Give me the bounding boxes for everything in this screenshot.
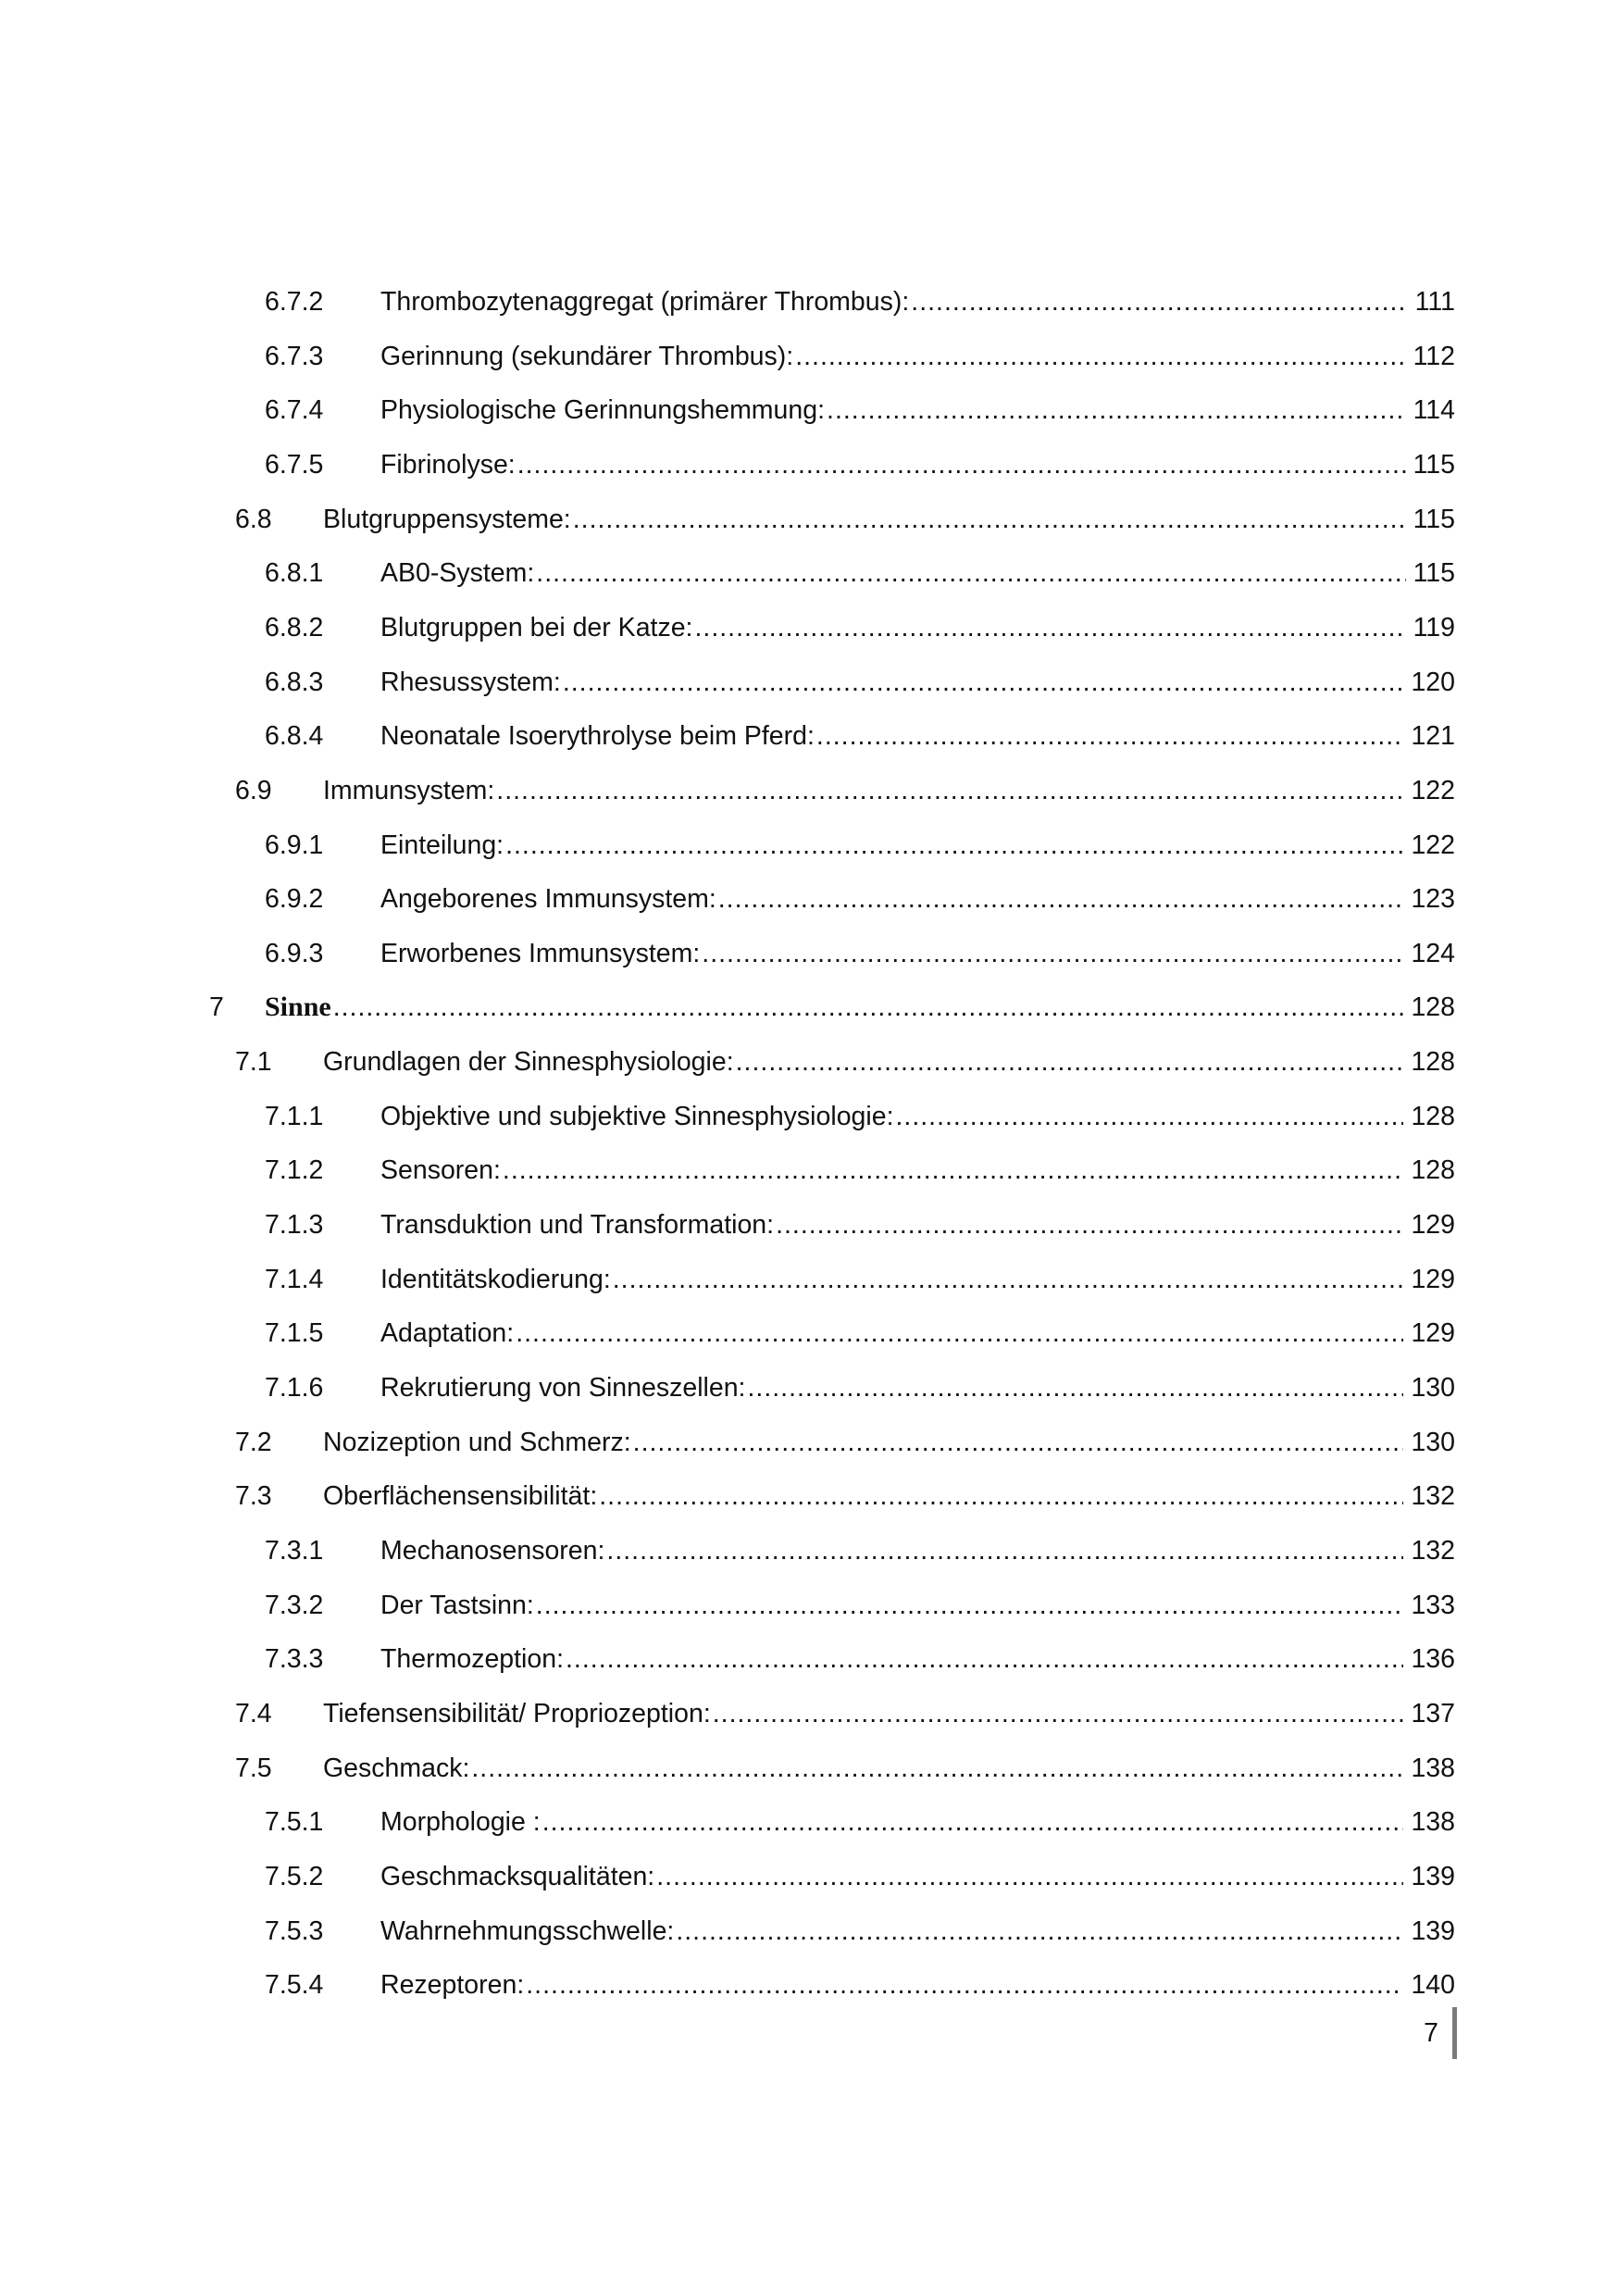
toc-entry-line <box>380 336 1455 377</box>
toc-entry-page: 112 <box>1413 341 1455 371</box>
toc-dot-leader <box>795 336 1405 377</box>
toc-entry-line <box>380 1585 1455 1626</box>
toc-entry-title[interactable]: Identitätskodierung: <box>380 1264 611 1294</box>
toc-entry-page: 132 <box>1411 1481 1455 1512</box>
toc-dot-leader <box>505 825 1403 866</box>
toc-entry-title[interactable]: Erworbenes Immunsystem: <box>380 938 701 968</box>
toc-dot-leader <box>776 1204 1403 1245</box>
toc-dot-leader <box>633 1422 1404 1463</box>
toc-entry-title[interactable]: Transduktion und Transformation: <box>380 1210 775 1240</box>
toc-dot-leader <box>816 716 1404 756</box>
toc-entry-title[interactable]: Fibrinolyse: <box>380 449 516 480</box>
toc-entry-title[interactable]: Thrombozytenaggregat (primärer Thrombus): <box>380 287 910 317</box>
toc-dot-leader <box>496 770 1403 811</box>
toc-entry-page: 133 <box>1411 1590 1455 1620</box>
toc-entry-line <box>380 1150 1455 1191</box>
toc-entry[interactable] <box>0 1096 1618 1137</box>
toc-entry-title[interactable]: Nozizeption und Schmerz: <box>323 1427 631 1457</box>
toc-entry[interactable] <box>0 1802 1618 1842</box>
toc-entry-number: 6.9 <box>235 775 272 805</box>
toc-dot-leader <box>718 879 1404 919</box>
toc-entry-line <box>380 1367 1455 1408</box>
toc-dot-leader <box>471 1748 1403 1789</box>
toc-entry-number: 6.8.2 <box>265 612 324 643</box>
toc-entry-title[interactable]: Objektive und subjektive Sinnesphysiologie: <box>380 1101 894 1131</box>
toc-entry-line <box>323 1042 1455 1082</box>
toc-entry-line <box>380 281 1455 322</box>
toc-entry[interactable] <box>0 1585 1618 1626</box>
toc-entry-page: 137 <box>1411 1698 1455 1728</box>
toc-entry-title[interactable]: Blutgruppen bei der Katze: <box>380 612 693 643</box>
toc-entry-number: 6.8.4 <box>265 721 324 752</box>
toc-entry[interactable] <box>0 1911 1618 1952</box>
toc-entry[interactable] <box>0 1693 1618 1734</box>
toc-entry-number: 7.1.2 <box>265 1155 324 1186</box>
toc-entry-title[interactable]: Thermozeption: <box>380 1644 565 1675</box>
toc-dot-leader <box>896 1096 1404 1137</box>
toc-dot-leader <box>516 1313 1403 1354</box>
toc-entry[interactable] <box>0 499 1618 540</box>
toc-entry-line <box>380 1911 1455 1952</box>
toc-entry-number: 6.8 <box>235 504 272 534</box>
toc-dot-leader <box>702 933 1403 974</box>
toc-entry-line <box>380 1802 1455 1842</box>
toc-entry-page: 128 <box>1411 1047 1455 1078</box>
toc-entry-line <box>380 662 1455 703</box>
toc-entry-line <box>380 1259 1455 1300</box>
toc-entry[interactable] <box>0 1204 1618 1245</box>
toc-entry-line <box>380 607 1455 648</box>
toc-entry-title[interactable]: Rekrutierung von Sinneszellen: <box>380 1373 746 1403</box>
toc-entry-title[interactable]: AB0-System: <box>380 558 535 589</box>
toc-entry-line <box>380 553 1455 593</box>
toc-dot-leader <box>694 607 1405 648</box>
toc-entry[interactable] <box>0 1856 1618 1897</box>
toc-entry-page: 121 <box>1411 721 1455 752</box>
toc-entry[interactable] <box>0 1748 1618 1789</box>
toc-entry-number: 6.8.3 <box>265 667 324 697</box>
toc-entry-title[interactable]: Oberflächensensibilität: <box>323 1481 598 1512</box>
toc-entry[interactable] <box>0 770 1618 811</box>
toc-entry-line <box>323 1476 1455 1516</box>
toc-entry-line <box>380 1096 1455 1137</box>
toc-entry-title[interactable]: Der Tastsinn: <box>380 1590 534 1620</box>
toc-entry-line <box>323 770 1455 811</box>
page-number: 7 <box>1424 2018 1438 2048</box>
toc-entry-line <box>380 444 1455 485</box>
toc-dot-leader <box>517 444 1406 485</box>
toc-entry-line <box>380 879 1455 919</box>
toc-entry-number: 7.1.4 <box>265 1264 324 1294</box>
toc-entry-title[interactable]: Einteilung: <box>380 830 504 860</box>
toc-entry-title[interactable]: Rezeptoren: <box>380 1970 525 2001</box>
toc-entry-page: 128 <box>1411 1101 1455 1131</box>
toc-entry-title[interactable]: Physiologische Gerinnungshemmung: <box>380 395 826 426</box>
toc-entry-number: 7.5.3 <box>265 1915 324 1946</box>
toc-dot-leader <box>736 1042 1404 1082</box>
toc-entry[interactable] <box>0 1476 1618 1516</box>
toc-entry-number: 7.2 <box>235 1427 272 1457</box>
toc-entry[interactable] <box>0 825 1618 866</box>
toc-entry-number: 6.7.4 <box>265 395 324 426</box>
toc-entry-line <box>380 1313 1455 1354</box>
toc-entry[interactable] <box>0 1150 1618 1191</box>
page-number-rule <box>1452 2007 1457 2059</box>
toc-entry-number: 6.7.2 <box>265 287 324 317</box>
toc-entry-page: 122 <box>1411 775 1455 805</box>
toc-entry[interactable] <box>0 1367 1618 1408</box>
toc-entry-page: 120 <box>1411 667 1455 697</box>
toc-dot-leader <box>713 1693 1404 1734</box>
toc-entry-page: 138 <box>1411 1807 1455 1838</box>
toc-entry-number: 7.1.6 <box>265 1373 324 1403</box>
toc-entry-line <box>380 933 1455 974</box>
toc-entry[interactable] <box>0 1639 1618 1679</box>
toc-entry-page: 136 <box>1411 1644 1455 1675</box>
toc-entry-page: 140 <box>1411 1970 1455 2001</box>
toc-entry[interactable] <box>0 553 1618 593</box>
toc-dot-leader <box>333 987 1404 1028</box>
toc-entry-number: 7.5.4 <box>265 1970 324 2001</box>
toc-entry-title[interactable]: Immunsystem: <box>323 775 495 805</box>
toc-entry[interactable] <box>0 716 1618 756</box>
toc-entry-line <box>323 1748 1455 1789</box>
toc-entry-page: 124 <box>1411 938 1455 968</box>
toc-entry-title[interactable]: Gerinnung (sekundärer Thrombus): <box>380 341 794 371</box>
toc-entry-title[interactable]: Sensoren: <box>380 1155 501 1186</box>
toc-dot-leader <box>676 1911 1403 1952</box>
toc-entry-page: 115 <box>1413 558 1455 589</box>
toc-entry-page: 129 <box>1411 1318 1455 1349</box>
toc-entry[interactable] <box>0 933 1618 974</box>
toc-entry-number: 7.3.2 <box>265 1590 324 1620</box>
toc-entry-number: 7.3.1 <box>265 1536 324 1566</box>
toc-entry[interactable] <box>0 1965 1618 2005</box>
toc-entry[interactable] <box>0 879 1618 919</box>
toc-entry[interactable] <box>0 662 1618 703</box>
toc-dot-leader <box>536 553 1405 593</box>
toc-entry-title[interactable]: Tiefensensibilität/ Propriozeption: <box>323 1698 711 1728</box>
toc-entry-line <box>380 1530 1455 1571</box>
toc-entry-title[interactable]: Geschmack: <box>323 1753 470 1783</box>
toc-entry-number: 7.1.3 <box>265 1210 324 1240</box>
toc-entry-page: 123 <box>1411 884 1455 915</box>
toc-entry-number: 7.1 <box>235 1047 272 1078</box>
toc-entry-title[interactable]: Blutgruppensysteme: <box>323 504 571 534</box>
toc-entry-page: 139 <box>1411 1915 1455 1946</box>
toc-entry-title[interactable]: Geschmacksqualitäten: <box>380 1861 655 1891</box>
toc-entry-number: 7.5.2 <box>265 1861 324 1891</box>
toc-entry[interactable] <box>0 987 1618 1028</box>
toc-dot-leader <box>566 1639 1403 1679</box>
toc-entry-title[interactable]: Wahrnehmungsschwelle: <box>380 1915 675 1946</box>
toc-entry-number: 7.1.1 <box>265 1101 324 1131</box>
toc-entry-title[interactable]: Neonatale Isoerythrolyse beim Pferd: <box>380 721 815 752</box>
toc-entry-page: 132 <box>1411 1536 1455 1566</box>
toc-dot-leader <box>606 1530 1403 1571</box>
toc-entry-line <box>380 716 1455 756</box>
toc-entry-line <box>265 987 1455 1028</box>
toc-entry-number: 7.3.3 <box>265 1644 324 1675</box>
toc-entry[interactable] <box>0 1313 1618 1354</box>
toc-entry-number: 7.3 <box>235 1481 272 1512</box>
toc-entry-line <box>380 1856 1455 1897</box>
toc-entry-page: 130 <box>1411 1373 1455 1403</box>
toc-entry-title[interactable]: Mechanosensoren: <box>380 1536 605 1566</box>
toc-dot-leader <box>747 1367 1403 1408</box>
toc-entry-line <box>380 390 1455 430</box>
toc-entry-page: 138 <box>1411 1753 1455 1783</box>
toc-dot-leader <box>563 662 1404 703</box>
toc-entry-page: 128 <box>1411 992 1455 1023</box>
toc-entry-line <box>380 825 1455 866</box>
toc-entry-title[interactable]: Sinne <box>265 992 331 1023</box>
toc-entry-page: 129 <box>1411 1210 1455 1240</box>
toc-entry[interactable] <box>0 281 1618 322</box>
toc-dot-leader <box>573 499 1406 540</box>
toc-entry-number: 6.9.1 <box>265 830 324 860</box>
toc-entry-number: 6.9.2 <box>265 884 324 915</box>
toc-entry-line <box>380 1204 1455 1245</box>
toc-entry[interactable] <box>0 1422 1618 1463</box>
toc-entry-title[interactable]: Angeborenes Immunsystem: <box>380 884 716 915</box>
toc-dot-leader <box>542 1802 1404 1842</box>
toc-entry-title[interactable]: Morphologie : <box>380 1807 541 1838</box>
toc-dot-leader <box>656 1856 1403 1897</box>
toc-entry-title[interactable]: Rhesussystem: <box>380 667 561 697</box>
toc-entry[interactable] <box>0 607 1618 648</box>
toc-entry-number: 7.4 <box>235 1698 272 1728</box>
toc-entry-page: 111 <box>1414 287 1455 317</box>
toc-dot-leader <box>536 1585 1404 1626</box>
toc-dot-leader <box>599 1476 1403 1516</box>
toc-entry-number: 6.9.3 <box>265 938 324 968</box>
toc-entry-number: 6.7.3 <box>265 341 324 371</box>
toc-entry-title[interactable]: Adaptation: <box>380 1318 515 1349</box>
toc-entry-line <box>323 1693 1455 1734</box>
toc-entry-number: 7.1.5 <box>265 1318 324 1349</box>
toc-entry-page: 122 <box>1411 830 1455 860</box>
toc-entry[interactable] <box>0 336 1618 377</box>
toc-entry-number: 7 <box>209 992 224 1023</box>
toc-entry[interactable] <box>0 1042 1618 1082</box>
toc-entry-number: 7.5 <box>235 1753 272 1783</box>
toc-entry[interactable] <box>0 390 1618 430</box>
toc-entry-title[interactable]: Grundlagen der Sinnesphysiologie: <box>323 1047 734 1078</box>
toc-entry-number: 6.7.5 <box>265 449 324 480</box>
toc-entry-page: 139 <box>1411 1861 1455 1891</box>
page-footer <box>1370 2007 1457 2059</box>
toc-dot-leader <box>827 390 1406 430</box>
toc-entry-page: 114 <box>1413 395 1455 426</box>
toc-entry-page: 115 <box>1413 449 1455 480</box>
toc-entry-page: 128 <box>1411 1155 1455 1186</box>
toc-entry-page: 119 <box>1413 612 1455 643</box>
toc-entry-number: 6.8.1 <box>265 558 324 589</box>
toc-entry[interactable] <box>0 444 1618 485</box>
toc-entry-line <box>323 499 1455 540</box>
toc-entry-line <box>323 1422 1455 1463</box>
toc-dot-leader <box>613 1259 1404 1300</box>
toc-entry-number: 7.5.1 <box>265 1807 324 1838</box>
toc-dot-leader <box>911 281 1407 322</box>
toc-entry-line <box>380 1639 1455 1679</box>
toc-entry[interactable] <box>0 1259 1618 1300</box>
toc-dot-leader <box>503 1150 1404 1191</box>
toc-dot-leader <box>526 1965 1403 2005</box>
toc-entry-page: 115 <box>1413 504 1455 534</box>
toc-entry-page: 129 <box>1411 1264 1455 1294</box>
toc-entry-page: 130 <box>1411 1427 1455 1457</box>
toc-entry-line <box>380 1965 1455 2005</box>
toc-entry[interactable] <box>0 1530 1618 1571</box>
